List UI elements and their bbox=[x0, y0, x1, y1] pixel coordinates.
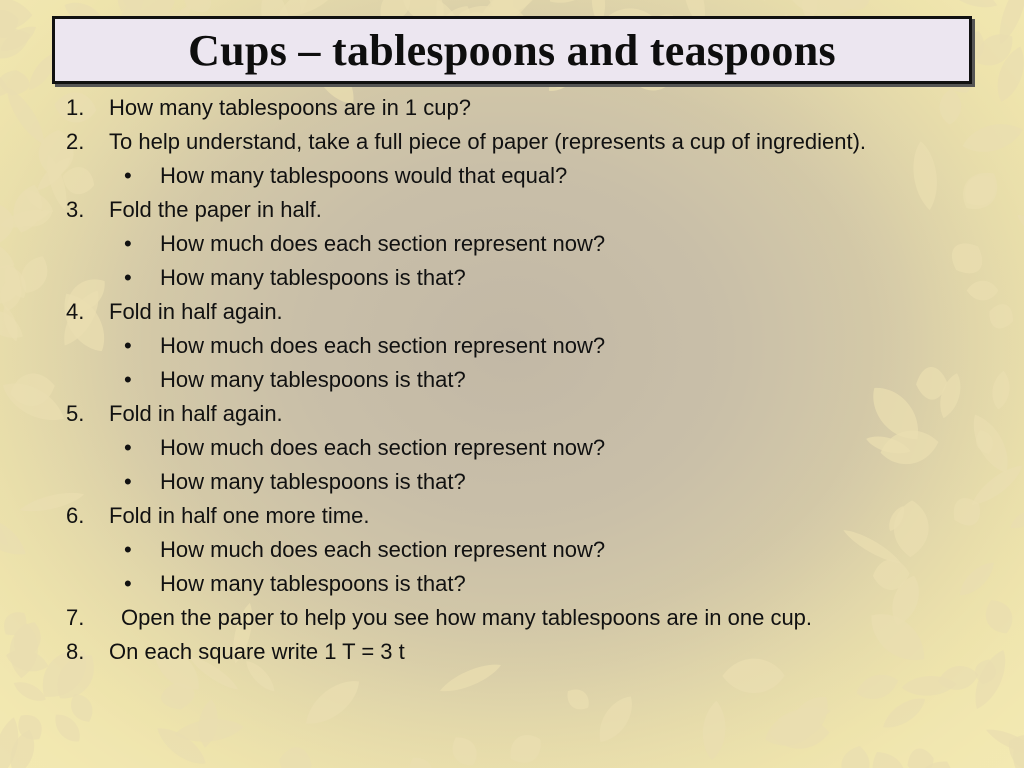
sub-question bbox=[66, 465, 936, 499]
sub-question-group bbox=[66, 431, 936, 499]
sub-question-list bbox=[66, 431, 936, 499]
sub-question bbox=[66, 329, 936, 363]
instruction-step bbox=[66, 499, 936, 533]
instruction-step bbox=[66, 295, 936, 329]
step-text: How many tablespoons are in 1 cup? bbox=[109, 95, 471, 120]
step-number: 4. bbox=[66, 299, 85, 324]
sub-question-list bbox=[66, 227, 936, 295]
step-text: On each square write 1 T = 3 t bbox=[109, 639, 405, 664]
bullet-icon: • bbox=[124, 231, 132, 256]
instruction-list bbox=[66, 91, 936, 669]
instruction-step bbox=[66, 91, 936, 125]
sub-question-text: How many tablespoons is that? bbox=[160, 367, 466, 392]
instruction-step bbox=[66, 193, 936, 227]
instruction-step bbox=[66, 125, 936, 159]
step-number: 3. bbox=[66, 197, 85, 222]
sub-question-text: How many tablespoons is that? bbox=[160, 469, 466, 494]
sub-question-list bbox=[66, 329, 936, 397]
sub-question-group bbox=[66, 227, 936, 295]
bullet-icon: • bbox=[124, 537, 132, 562]
sub-question bbox=[66, 227, 936, 261]
sub-question-text: How much does each section represent now? bbox=[160, 435, 606, 460]
sub-question-group bbox=[66, 533, 936, 601]
sub-question-list bbox=[66, 159, 936, 193]
step-number: 1. bbox=[66, 95, 85, 120]
bullet-icon: • bbox=[124, 469, 132, 494]
bullet-icon: • bbox=[124, 265, 132, 290]
sub-question-list bbox=[66, 533, 936, 601]
step-text: To help understand, take a full piece of paper (represents a cup of ingredient). bbox=[109, 129, 867, 154]
bullet-icon: • bbox=[124, 333, 132, 358]
sub-question-group bbox=[66, 329, 936, 397]
step-number: 6. bbox=[66, 503, 85, 528]
step-number: 8. bbox=[66, 639, 85, 664]
step-number: 5. bbox=[66, 401, 85, 426]
title-box bbox=[52, 16, 972, 84]
sub-question bbox=[66, 567, 936, 601]
step-text: Fold in half one more time. bbox=[109, 503, 370, 528]
step-number: 2. bbox=[66, 129, 85, 154]
bullet-icon: • bbox=[124, 435, 132, 460]
sub-question bbox=[66, 363, 936, 397]
bullet-icon: • bbox=[124, 163, 132, 188]
sub-question-text: How much does each section represent now? bbox=[160, 537, 606, 562]
instruction-step bbox=[66, 397, 936, 431]
step-text: Fold in half again. bbox=[109, 299, 283, 324]
bullet-icon: • bbox=[124, 571, 132, 596]
step-text: Open the paper to help you see how many tablespoons are in one cup. bbox=[121, 605, 813, 630]
sub-question bbox=[66, 261, 936, 295]
step-text: Fold the paper in half. bbox=[109, 197, 322, 222]
bullet-icon: • bbox=[124, 367, 132, 392]
sub-question bbox=[66, 431, 936, 465]
sub-question-text: How many tablespoons would that equal? bbox=[160, 163, 568, 188]
sub-question-text: How many tablespoons is that? bbox=[160, 571, 466, 596]
slide-title: Cups – tablespoons and teaspoons bbox=[188, 25, 836, 75]
sub-question bbox=[66, 159, 936, 193]
sub-question-text: How much does each section represent now? bbox=[160, 231, 606, 256]
sub-question-text: How much does each section represent now? bbox=[160, 333, 606, 358]
sub-question bbox=[66, 533, 936, 567]
step-number: 7. bbox=[66, 605, 85, 630]
instruction-step bbox=[66, 601, 936, 635]
instruction-step bbox=[66, 635, 936, 669]
sub-question-text: How many tablespoons is that? bbox=[160, 265, 466, 290]
sub-question-group bbox=[66, 159, 936, 193]
step-text: Fold in half again. bbox=[109, 401, 283, 426]
